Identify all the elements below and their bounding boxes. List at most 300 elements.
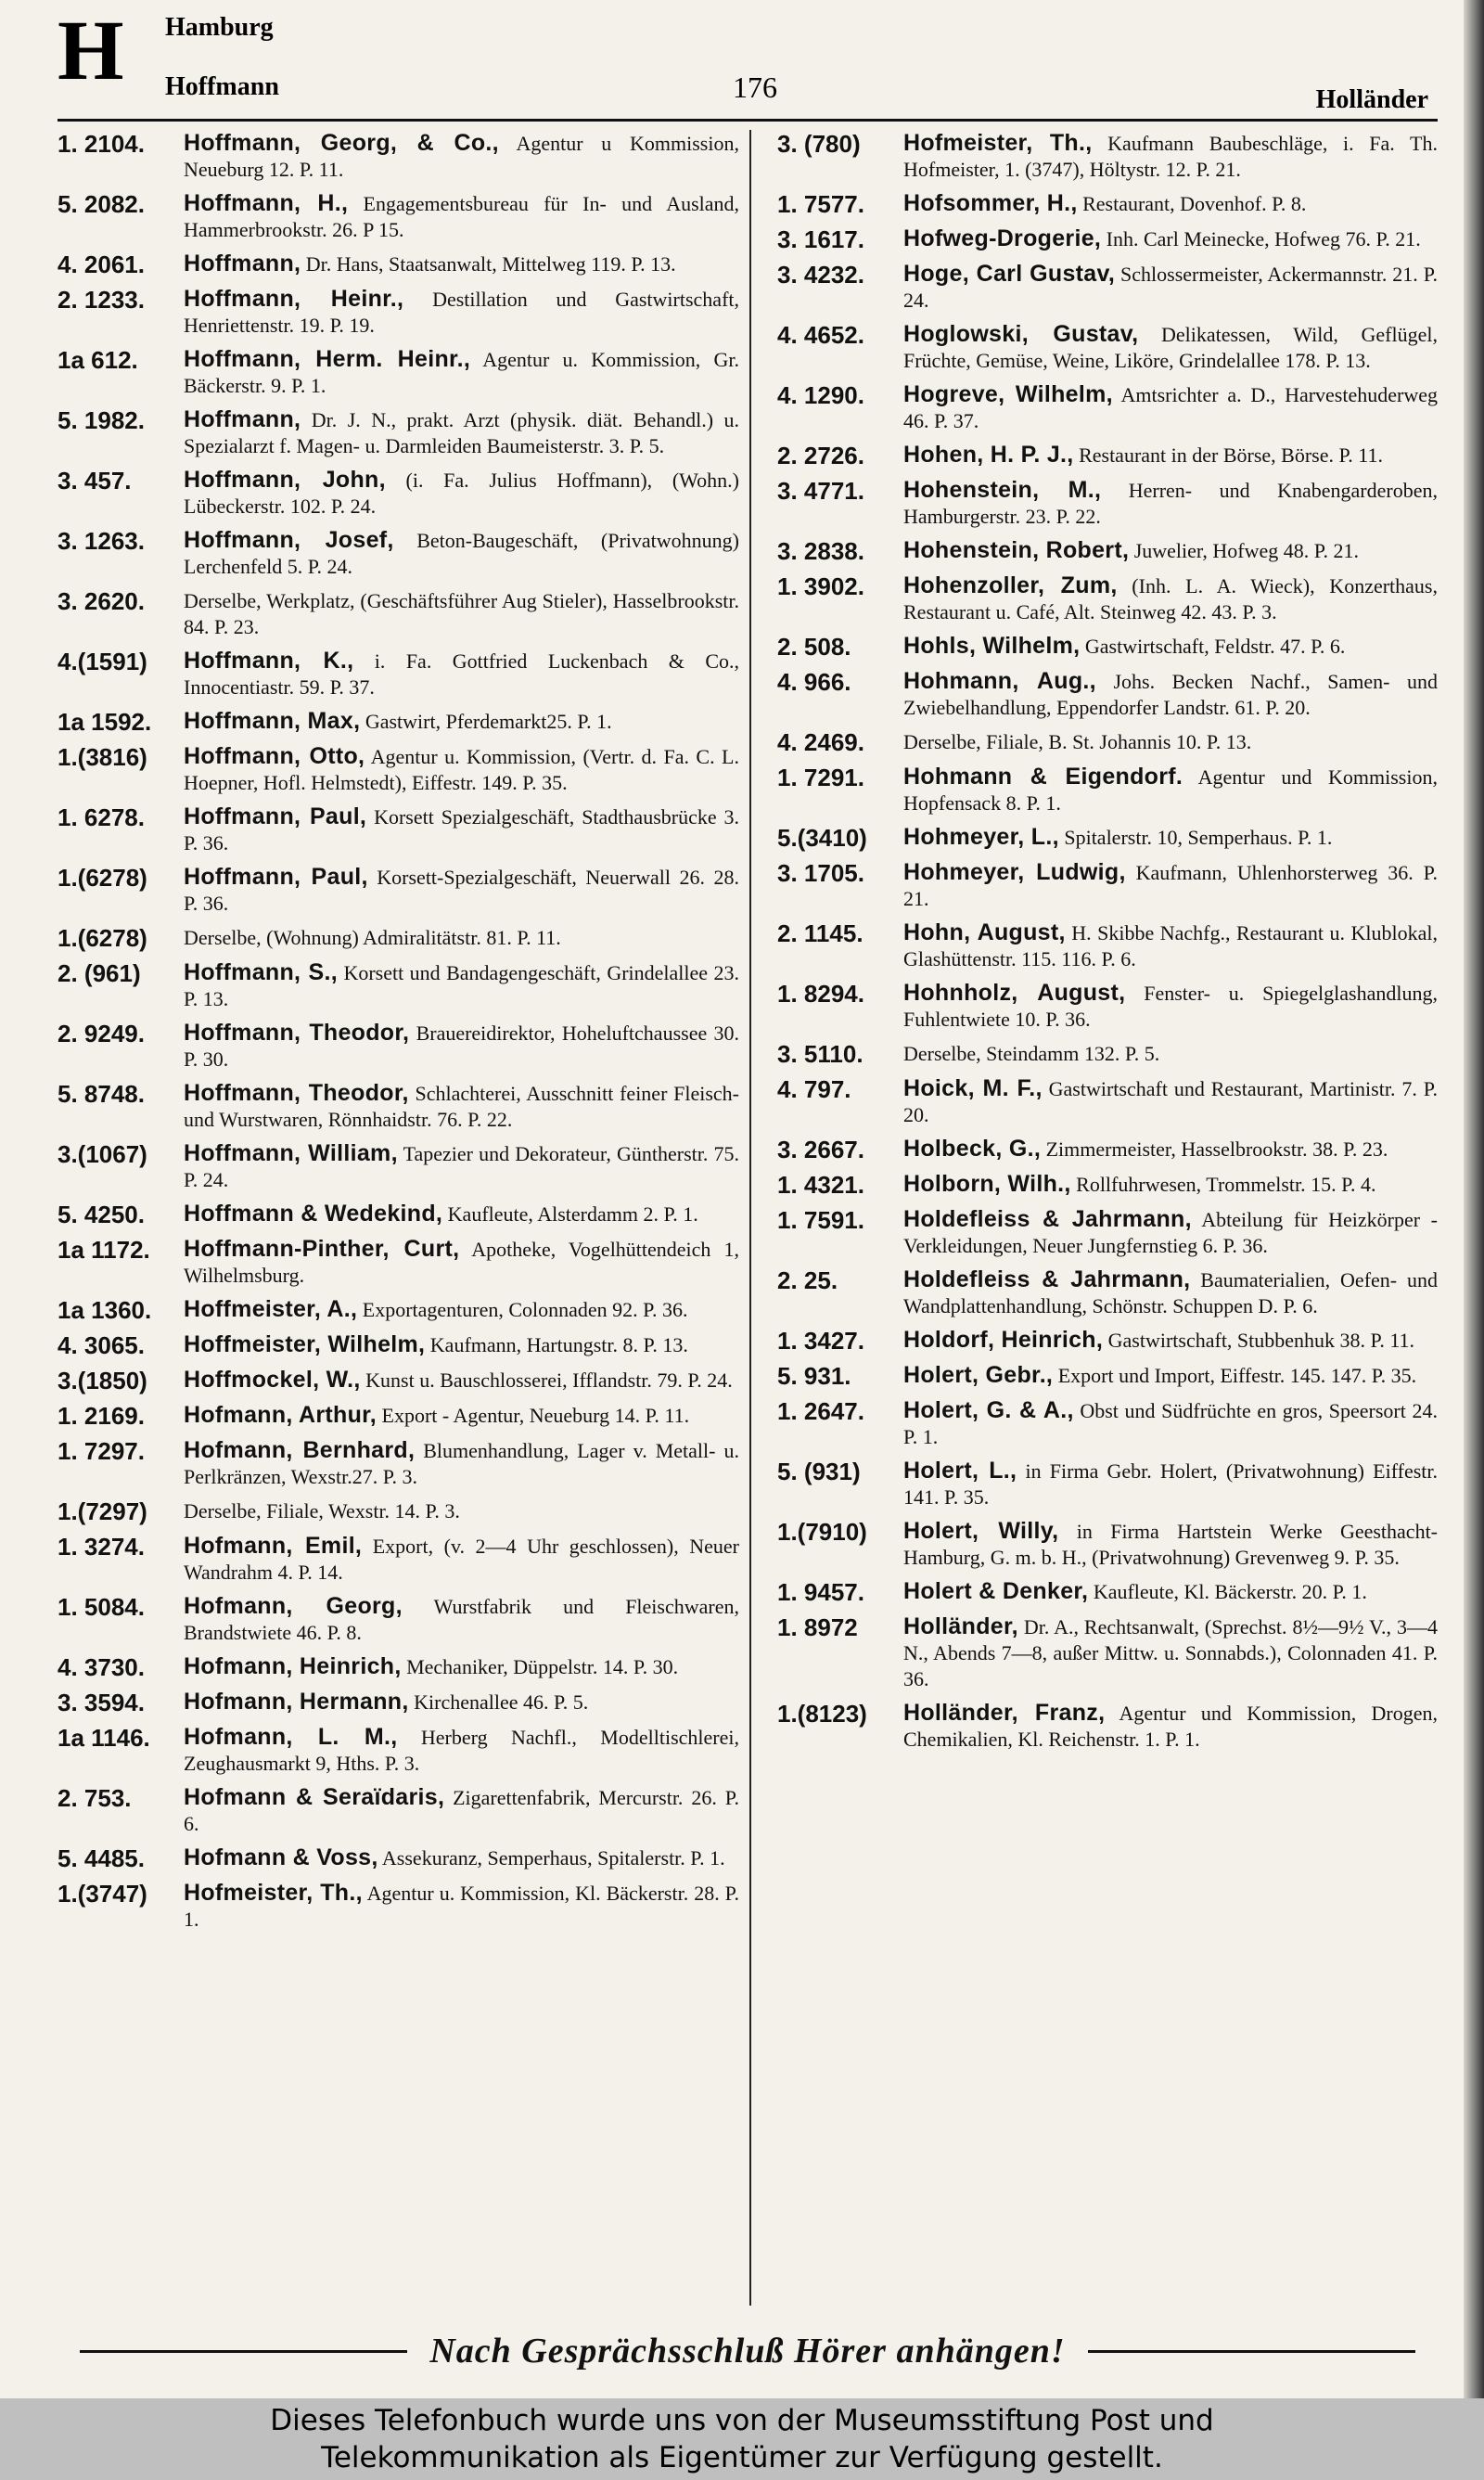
subscriber-details: Rollfuhrwesen, Trommelstr. 15. P. 4. bbox=[1076, 1173, 1376, 1196]
directory-entry bbox=[58, 864, 739, 917]
phone-number: 1. 6278. bbox=[58, 803, 145, 831]
subscriber-name: Holert, L., bbox=[903, 1458, 1017, 1484]
phone-number: 1. 8972 bbox=[777, 1613, 858, 1641]
phone-number: 3.(1067) bbox=[58, 1140, 147, 1168]
phone-number: 1a 1172. bbox=[58, 1236, 150, 1264]
subscriber-details: Gastwirt, Pferdemarkt25. P. 1. bbox=[365, 710, 612, 733]
directory-entry bbox=[58, 406, 739, 459]
entry-text bbox=[178, 1140, 739, 1193]
subscriber-details: Abteilung für Heizkörper - Verkleidungen, Neuer Jungfernstieg 6. P. 36. bbox=[903, 1208, 1438, 1257]
directory-entry bbox=[58, 346, 739, 399]
subscriber-details: Agentur u. Kommission, (Vertr. d. Fa. C. L. Hoepner, Hofl. Helmstedt), Eiffestr. 149. P. 35. bbox=[184, 745, 739, 794]
subscriber-details: Gastwirtschaft, Feldstr. 47. P. 6. bbox=[1084, 635, 1346, 658]
directory-entry bbox=[777, 130, 1438, 183]
subscriber-details: Delikatessen, Wild, Geflügel, Früchte, Gemüse, Weine, Liköre, Grindelallee 178. P. 13. bbox=[903, 323, 1438, 372]
directory-entry bbox=[777, 764, 1438, 816]
subscriber-name: Holert, G. & A., bbox=[903, 1397, 1074, 1423]
directory-entry bbox=[58, 708, 739, 736]
subscriber-name: Holert & Denker, bbox=[903, 1578, 1089, 1604]
directory-entry bbox=[58, 1437, 739, 1490]
subscriber-name: Hofmann, L. M., bbox=[184, 1724, 398, 1750]
subscriber-name: Hohmeyer, L., bbox=[903, 824, 1059, 850]
subscriber-name: Hoffmann-Pinther, Curt, bbox=[184, 1236, 460, 1262]
phone-number: 3. 457. bbox=[58, 467, 132, 495]
phone-number: 4.(1591) bbox=[58, 648, 147, 675]
subscriber-name: Holert, Willy, bbox=[903, 1518, 1059, 1544]
phone-number: 1. 2104. bbox=[58, 130, 145, 158]
subscriber-name: Holborn, Wilh., bbox=[903, 1171, 1071, 1197]
entry-text bbox=[898, 130, 1438, 183]
entry-text bbox=[178, 1880, 739, 1933]
directory-entry bbox=[777, 824, 1438, 852]
subscriber-name: Hoffmann, Heinr., bbox=[184, 286, 404, 312]
subscriber-details: Agentur u. Kommission, Kl. Bäckerstr. 28. P. 1. bbox=[184, 1882, 739, 1931]
subscriber-name: Hofmann & Voss, bbox=[184, 1844, 378, 1870]
directory-entry bbox=[777, 1458, 1438, 1510]
directory-entry bbox=[777, 1700, 1438, 1753]
subscriber-details: Wurstfabrik und Fleischwaren, Brandstwiete 46. P. 8. bbox=[184, 1595, 739, 1644]
phone-number: 2. 1145. bbox=[777, 919, 864, 947]
right-column bbox=[777, 130, 1438, 1760]
directory-entry bbox=[58, 1784, 739, 1837]
directory-entry bbox=[777, 225, 1438, 253]
entry-text bbox=[898, 1075, 1438, 1128]
footer-rule-right bbox=[1088, 2350, 1415, 2353]
subscriber-name: Hohenstein, Robert, bbox=[903, 537, 1130, 563]
subscriber-details: Amtsrichter a. D., Harvestehuderweg 46. P. 37. bbox=[903, 383, 1438, 432]
directory-entry bbox=[58, 648, 739, 700]
subscriber-name: Hoffmann, Georg, & Co., bbox=[184, 130, 499, 156]
subscriber-details: Derselbe, Steindamm 132. P. 5. bbox=[903, 1042, 1160, 1065]
subscriber-details: Mechaniker, Düppelstr. 14. P. 30. bbox=[406, 1655, 679, 1678]
phone-number: 3. 5110. bbox=[777, 1040, 864, 1068]
phone-number: 3. 1263. bbox=[58, 527, 145, 555]
entry-text bbox=[898, 728, 1438, 755]
subscriber-details: Restaurant, Dovenhof. P. 8. bbox=[1082, 192, 1307, 215]
entry-text bbox=[898, 225, 1438, 252]
phone-number: 1. 3427. bbox=[777, 1327, 864, 1355]
directory-entry bbox=[58, 1236, 739, 1289]
phone-number: 1a 612. bbox=[58, 346, 138, 374]
entry-text bbox=[178, 1080, 739, 1133]
entry-text bbox=[898, 859, 1438, 912]
subscriber-name: Hofmann, Emil, bbox=[184, 1533, 363, 1559]
subscriber-details: Gastwirtschaft und Restaurant, Martinistr. 7. P. 20. bbox=[903, 1077, 1439, 1126]
phone-number: 1.(8123) bbox=[777, 1700, 867, 1728]
subscriber-name: Holländer, bbox=[903, 1613, 1018, 1639]
subscriber-details: Kaufleute, Alsterdamm 2. P. 1. bbox=[447, 1202, 698, 1226]
entry-text bbox=[178, 648, 739, 700]
phone-number: 1.(6278) bbox=[58, 924, 147, 952]
entry-text bbox=[178, 286, 739, 339]
phone-number: 1. 2169. bbox=[58, 1402, 145, 1430]
entry-text bbox=[898, 1206, 1438, 1259]
subscriber-details: Fenster- u. Spiegelglashandlung, Fuhlentwiete 10. P. 36. bbox=[903, 982, 1438, 1031]
phone-number: 4. 797. bbox=[777, 1075, 851, 1103]
directory-entry bbox=[777, 1171, 1438, 1199]
phone-number: 5. 1982. bbox=[58, 406, 145, 434]
subscriber-name: Hofsommer, H., bbox=[903, 190, 1078, 216]
directory-entry bbox=[58, 190, 739, 243]
subscriber-details: Korsett-Spezialgeschäft, Neuerwall 26. 28. P. 36. bbox=[184, 866, 740, 915]
entry-text bbox=[898, 1578, 1438, 1605]
entry-text bbox=[898, 442, 1438, 469]
subscriber-details: in Firma Hartstein Werke Geesthacht-Hamburg, G. m. b. H., (Privatwohnung) Grevenweg 9. P. 35. bbox=[903, 1520, 1439, 1569]
subscriber-details: Agentur und Kommission, Hopfensack 8. P. 1. bbox=[903, 765, 1438, 815]
directory-entry bbox=[58, 1844, 739, 1872]
subscriber-name: Hohmann & Eigendorf. bbox=[903, 764, 1183, 790]
subscriber-details: Inh. Carl Meinecke, Hofweg 76. P. 21. bbox=[1106, 227, 1421, 251]
directory-entry bbox=[777, 1136, 1438, 1163]
subscriber-name: Hohenstein, M., bbox=[903, 477, 1102, 503]
section-letter: H bbox=[58, 3, 124, 97]
subscriber-name: Hofmann, Georg, bbox=[184, 1593, 403, 1619]
phone-number: 1. 7291. bbox=[777, 764, 864, 791]
subscriber-name: Hoge, Carl Gustav, bbox=[903, 261, 1116, 287]
entry-text bbox=[898, 1397, 1438, 1450]
footer-slogan-row bbox=[58, 2325, 1438, 2377]
entry-text bbox=[178, 251, 739, 277]
directory-entry bbox=[58, 1689, 739, 1716]
phone-number: 1.(7297) bbox=[58, 1497, 147, 1525]
subscriber-name: Hoglowski, Gustav, bbox=[903, 321, 1139, 347]
phone-number: 5. 8748. bbox=[58, 1080, 145, 1108]
subscriber-details: Spitalerstr. 10, Semperhaus. P. 1. bbox=[1064, 826, 1333, 849]
entry-text bbox=[178, 959, 739, 1012]
footer-slogan: Nach Gesprächsschluß Hörer anhängen! bbox=[429, 2332, 1066, 2371]
directory-entry bbox=[777, 572, 1438, 625]
directory-entry bbox=[58, 130, 739, 183]
directory-entry bbox=[777, 859, 1438, 912]
subscriber-name: Hohls, Wilhelm, bbox=[903, 633, 1081, 659]
subscriber-name: Holdefleiss & Jahrmann, bbox=[903, 1266, 1191, 1292]
subscriber-name: Hoffmann, Theodor, bbox=[184, 1080, 409, 1106]
entry-text bbox=[178, 1201, 739, 1227]
directory-entry bbox=[58, 959, 739, 1012]
subscriber-details: Kaufleute, Kl. Bäckerstr. 20. P. 1. bbox=[1093, 1580, 1367, 1603]
phone-number: 1a 1360. bbox=[58, 1296, 152, 1324]
subscriber-name: Hoffmann, Paul, bbox=[184, 803, 367, 829]
phone-number: 1.(3747) bbox=[58, 1880, 147, 1908]
directory-entry bbox=[777, 980, 1438, 1033]
directory-entry bbox=[58, 1020, 739, 1073]
directory-entry bbox=[58, 1724, 739, 1777]
phone-number: 2. 25. bbox=[777, 1266, 838, 1294]
subscriber-name: Holbeck, G., bbox=[903, 1136, 1042, 1162]
phone-number: 5. (931) bbox=[777, 1458, 861, 1485]
directory-entry bbox=[777, 190, 1438, 218]
phone-number: 5. 4485. bbox=[58, 1844, 145, 1872]
subscriber-details: Blumenhandlung, Lager v. Metall- u. Perlkränzen, Wexstr.27. P. 3. bbox=[184, 1439, 739, 1488]
directory-entry bbox=[777, 1362, 1438, 1390]
directory-entry bbox=[777, 1327, 1438, 1355]
directory-entry bbox=[58, 587, 739, 640]
directory-entry bbox=[777, 1518, 1438, 1571]
phone-number: 4. 4652. bbox=[777, 321, 864, 349]
footer-rule-left bbox=[80, 2350, 407, 2353]
subscriber-details: Restaurant in der Börse, Börse. P. 11. bbox=[1079, 443, 1383, 467]
directory-entry bbox=[777, 442, 1438, 469]
entry-text bbox=[898, 1362, 1438, 1389]
subscriber-details: Korsett und Bandagengeschäft, Grindelallee 23. P. 13. bbox=[184, 961, 740, 1010]
entry-text bbox=[898, 321, 1438, 374]
entry-text bbox=[178, 1296, 739, 1323]
directory-entry bbox=[777, 261, 1438, 314]
subscriber-details: Assekuranz, Semperhaus, Spitalerstr. P. 1. bbox=[381, 1846, 725, 1870]
directory-entry bbox=[58, 286, 739, 339]
phone-number: 3. 1705. bbox=[777, 859, 864, 887]
subscriber-name: Hohenzoller, Zum, bbox=[903, 572, 1118, 598]
entry-text bbox=[898, 633, 1438, 660]
entry-text bbox=[898, 668, 1438, 721]
subscriber-name: Hoffmann, S., bbox=[184, 959, 338, 985]
entry-text bbox=[898, 537, 1438, 564]
subscriber-details: Tapezier und Dekorateur, Güntherstr. 75. P. 24. bbox=[184, 1142, 739, 1191]
subscriber-details: Beton-Baugeschäft, (Privatwohnung) Lerchenfeld 5. P. 24. bbox=[184, 529, 739, 578]
directory-entry bbox=[777, 537, 1438, 565]
entry-text bbox=[898, 1327, 1438, 1354]
directory-entry bbox=[777, 633, 1438, 661]
subscriber-details: Export, (v. 2—4 Uhr geschlossen), Neuer Wandrahm 4. P. 14. bbox=[184, 1535, 739, 1584]
phone-number: 3. 4771. bbox=[777, 477, 864, 505]
directory-entry bbox=[777, 1075, 1438, 1128]
entry-text bbox=[898, 1458, 1438, 1510]
phone-number: 1. 9457. bbox=[777, 1578, 864, 1606]
entry-text bbox=[178, 1367, 739, 1394]
entry-text bbox=[178, 1020, 739, 1073]
subscriber-name: Hohnholz, August, bbox=[903, 980, 1126, 1006]
subscriber-details: Herberg Nachfl., Modelltischlerei, Zeughausmarkt 9, Hths. P. 3. bbox=[184, 1726, 739, 1775]
ownership-banner bbox=[0, 2398, 1484, 2480]
directory-entry bbox=[777, 321, 1438, 374]
subscriber-name: Hohen, H. P. J., bbox=[903, 442, 1074, 468]
subscriber-name: Hofmann, Heinrich, bbox=[184, 1653, 402, 1679]
subscriber-name: Hofweg-Drogerie, bbox=[903, 225, 1102, 251]
banner-line-2: Telekommunikation als Eigentümer zur Verfügung gestellt. bbox=[321, 2441, 1163, 2474]
directory-entry bbox=[58, 1080, 739, 1133]
subscriber-details: Derselbe, Filiale, B. St. Johannis 10. P. 13. bbox=[903, 730, 1252, 753]
phone-number: 2. 508. bbox=[777, 633, 851, 661]
entry-text bbox=[898, 572, 1438, 625]
subscriber-name: Hoffmann, Otto, bbox=[184, 743, 365, 769]
phone-number: 5. 2082. bbox=[58, 190, 145, 218]
entry-text bbox=[898, 1136, 1438, 1163]
directory-entry bbox=[58, 1593, 739, 1646]
directory-entry bbox=[58, 1533, 739, 1586]
header-last-entry: Holländer bbox=[1315, 85, 1428, 114]
entry-text bbox=[178, 1844, 739, 1871]
subscriber-details: Zimmermeister, Hasselbrookstr. 38. P. 23. bbox=[1045, 1137, 1388, 1161]
subscriber-name: Hohmeyer, Ludwig, bbox=[903, 859, 1126, 885]
directory-entry bbox=[58, 467, 739, 520]
subscriber-details: Export - Agentur, Neueburg 14. P. 11. bbox=[381, 1404, 690, 1427]
subscriber-name: Hoffmann, Max, bbox=[184, 708, 361, 734]
subscriber-details: Agentur u Kommission, Neueburg 12. P. 11. bbox=[184, 132, 739, 181]
directory-entry bbox=[777, 1578, 1438, 1606]
entry-text bbox=[178, 924, 739, 951]
subscriber-details: Schlossermeister, Ackermannstr. 21. P. 24. bbox=[903, 263, 1438, 312]
entry-text bbox=[178, 1497, 739, 1524]
phone-number: 4. 2469. bbox=[777, 728, 864, 756]
page-number: 176 bbox=[733, 71, 777, 104]
subscriber-name: Hofmann & Seraïdaris, bbox=[184, 1784, 445, 1810]
entry-text bbox=[178, 190, 739, 243]
subscriber-name: Hoffmeister, A., bbox=[184, 1296, 358, 1322]
subscriber-name: Hoffmann, William, bbox=[184, 1140, 398, 1166]
subscriber-details: Export und Import, Eiffestr. 145. 147. P. 35. bbox=[1057, 1364, 1417, 1387]
entry-text bbox=[178, 864, 739, 917]
phone-number: 2. (961) bbox=[58, 959, 141, 987]
phone-number: 2. 753. bbox=[58, 1784, 132, 1812]
subscriber-name: Hoffmann, K., bbox=[184, 648, 354, 674]
subscriber-details: Exportagenturen, Colonnaden 92. P. 36. bbox=[362, 1298, 688, 1321]
subscriber-details: Dr. A., Rechtsanwalt, (Sprechst. 8½—9½ V., 3—4 N., Abends 7—8, außer Mittw. u. Sonnabds.), Colonnaden 41. P. 36. bbox=[903, 1615, 1439, 1690]
subscriber-name: Holert, Gebr., bbox=[903, 1362, 1054, 1388]
entry-text bbox=[898, 764, 1438, 816]
directory-entry bbox=[777, 1613, 1438, 1692]
subscriber-details: in Firma Gebr. Holert, (Privatwohnung) Eiffestr. 141. P. 35. bbox=[903, 1459, 1439, 1509]
directory-entry bbox=[777, 1397, 1438, 1450]
subscriber-name: Hoffmeister, Wilhelm, bbox=[184, 1331, 426, 1357]
entry-text bbox=[178, 708, 739, 735]
phone-number: 5.(3410) bbox=[777, 824, 867, 852]
phone-number: 3.(1850) bbox=[58, 1367, 147, 1394]
directory-entry bbox=[58, 1497, 739, 1525]
subscriber-details: Dr. Hans, Staatsanwalt, Mittelweg 119. P. 13. bbox=[305, 252, 676, 276]
phone-number: 5. 931. bbox=[777, 1362, 851, 1390]
subscriber-details: Destillation und Gastwirtschaft, Henriettenstr. 19. P. 19. bbox=[184, 288, 740, 337]
subscriber-details: Johs. Becken Nachf., Samen- und Zwiebelhandlung, Eppendorfer Landstr. 61. P. 20. bbox=[903, 670, 1439, 719]
entry-text bbox=[898, 381, 1438, 434]
phone-number: 1. 3274. bbox=[58, 1533, 145, 1561]
directory-entry bbox=[777, 1206, 1438, 1259]
phone-number: 1.(7910) bbox=[777, 1518, 867, 1546]
subscriber-details: Kaufmann Baubeschläge, i. Fa. Th. Hofmeister, 1. (3747), Höltystr. 12. P. 21. bbox=[903, 132, 1438, 181]
subscriber-details: (Inh. L. A. Wieck), Konzerthaus, Restaurant u. Café, Alt. Steinweg 42. 43. P. 3. bbox=[903, 574, 1438, 623]
entry-text bbox=[178, 1689, 739, 1715]
entry-text bbox=[178, 1402, 739, 1429]
directory-entry bbox=[58, 1367, 739, 1394]
phone-number: 3. 3594. bbox=[58, 1689, 145, 1716]
subscriber-name: Hoffmockel, W., bbox=[184, 1367, 361, 1393]
phone-number: 1. 8294. bbox=[777, 980, 864, 1008]
subscriber-name: Hohmann, Aug., bbox=[903, 668, 1096, 694]
entry-text bbox=[178, 527, 739, 580]
subscriber-name: Holdefleiss & Jahrmann, bbox=[903, 1206, 1192, 1232]
subscriber-name: Hoffmann, bbox=[184, 406, 301, 432]
directory-entry bbox=[777, 668, 1438, 721]
phone-number: 1. 2647. bbox=[777, 1397, 864, 1425]
phone-number: 1. 5084. bbox=[58, 1593, 145, 1621]
phone-number: 1a 1592. bbox=[58, 708, 152, 736]
subscriber-name: Hofmeister, Th., bbox=[903, 130, 1093, 156]
entry-text bbox=[178, 1236, 739, 1289]
entry-text bbox=[178, 743, 739, 796]
subscriber-name: Hoffmann, Paul, bbox=[184, 864, 368, 890]
directory-entry bbox=[58, 1201, 739, 1228]
header-rule bbox=[58, 119, 1438, 122]
phone-number: 3. 2620. bbox=[58, 587, 145, 615]
entry-text bbox=[178, 406, 739, 459]
subscriber-details: Korsett Spezialgeschäft, Stadthausbrücke 3. P. 36. bbox=[184, 805, 740, 855]
entry-text bbox=[178, 1593, 739, 1646]
subscriber-name: Hohn, August, bbox=[903, 919, 1066, 945]
phone-number: 1.(3816) bbox=[58, 743, 147, 771]
subscriber-details: Kaufmann, Hartungstr. 8. P. 13. bbox=[429, 1333, 688, 1356]
header-top-word: Hamburg bbox=[165, 13, 274, 42]
entry-text bbox=[178, 1653, 739, 1680]
entry-text bbox=[898, 980, 1438, 1033]
subscriber-details: Zigarettenfabrik, Mercurstr. 26. P. 6. bbox=[184, 1786, 739, 1835]
subscriber-name: Hoffmann, bbox=[184, 251, 301, 276]
banner-line-1: Dieses Telefonbuch wurde uns von der Museumsstiftung Post und bbox=[270, 2404, 1214, 2437]
entry-text bbox=[898, 1700, 1438, 1753]
directory-entry bbox=[58, 1653, 739, 1681]
subscriber-details: Derselbe, Werkplatz, (Geschäftsführer Aug Stieler), Hasselbrookstr. 84. P. 23. bbox=[184, 589, 739, 638]
directory-entry bbox=[58, 1296, 739, 1324]
directory-entry bbox=[58, 527, 739, 580]
entry-text bbox=[178, 130, 739, 183]
phone-number: 3. (780) bbox=[777, 130, 861, 158]
entry-text bbox=[178, 467, 739, 520]
subscriber-name: Hofmann, Hermann, bbox=[184, 1689, 409, 1715]
directory-entry bbox=[58, 743, 739, 796]
subscriber-details: Kirchenallee 46. P. 5. bbox=[414, 1690, 589, 1714]
subscriber-details: Herren- und Knabengarderoben, Hamburgerstr. 23. P. 22. bbox=[903, 479, 1438, 528]
directory-entry bbox=[777, 919, 1438, 972]
phone-number: 1.(6278) bbox=[58, 864, 147, 892]
subscriber-name: Hogreve, Wilhelm, bbox=[903, 381, 1113, 407]
subscriber-details: Kaufmann, Uhlenhorsterweg 36. P. 21. bbox=[903, 861, 1438, 910]
subscriber-details: Agentur und Kommission, Drogen, Chemikalien, Kl. Reichenstr. 1. P. 1. bbox=[903, 1702, 1438, 1751]
entry-text bbox=[178, 1724, 739, 1777]
directory-entry bbox=[58, 1402, 739, 1430]
subscriber-details: Gastwirtschaft, Stubbenhuk 38. P. 11. bbox=[1107, 1329, 1415, 1352]
entry-text bbox=[898, 919, 1438, 972]
entry-text bbox=[178, 803, 739, 856]
entry-text bbox=[898, 1266, 1438, 1319]
directory-entry bbox=[58, 251, 739, 278]
subscriber-name: Hoick, M. F., bbox=[903, 1075, 1043, 1101]
phone-number: 1a 1146. bbox=[58, 1724, 150, 1752]
directory-entry bbox=[777, 381, 1438, 434]
phone-number: 2. 2726. bbox=[777, 442, 864, 469]
subscriber-name: Hoffmann, Herm. Heinr., bbox=[184, 346, 471, 372]
phone-number: 2. 1233. bbox=[58, 286, 145, 314]
entry-text bbox=[898, 1518, 1438, 1571]
subscriber-name: Hofmann, Bernhard, bbox=[184, 1437, 416, 1463]
subscriber-details: H. Skibbe Nachfg., Restaurant u. Klublokal, Glashüttenstr. 115. 116. P. 6. bbox=[903, 921, 1439, 970]
entry-text bbox=[178, 346, 739, 399]
subscriber-name: Hoffmann, H., bbox=[184, 190, 349, 216]
subscriber-name: Hoffmann, Josef, bbox=[184, 527, 394, 553]
page-edge-shadow bbox=[1464, 0, 1484, 2398]
subscriber-details: Schlachterei, Ausschnitt feiner Fleisch- und Wurstwaren, Rönnhaidstr. 76. P. 22. bbox=[184, 1082, 740, 1131]
phone-number: 1. 7297. bbox=[58, 1437, 145, 1465]
phone-number: 3. 2838. bbox=[777, 537, 864, 565]
entry-text bbox=[898, 1613, 1438, 1692]
directory-entry bbox=[777, 477, 1438, 530]
subscriber-details: Baumaterialien, Oefen- und Wandplattenhandlung, Schönstr. Schuppen D. P. 6. bbox=[903, 1268, 1438, 1317]
subscriber-details: Kunst u. Bauschlosserei, Ifflandstr. 79. P. 24. bbox=[365, 1368, 733, 1392]
phone-number: 1. 7591. bbox=[777, 1206, 864, 1234]
entry-text bbox=[898, 824, 1438, 851]
directory-entry bbox=[58, 924, 739, 952]
directory-entry bbox=[58, 803, 739, 856]
entry-text bbox=[178, 1784, 739, 1837]
phone-number: 4. 3065. bbox=[58, 1331, 145, 1359]
phone-number: 4. 966. bbox=[777, 668, 851, 696]
